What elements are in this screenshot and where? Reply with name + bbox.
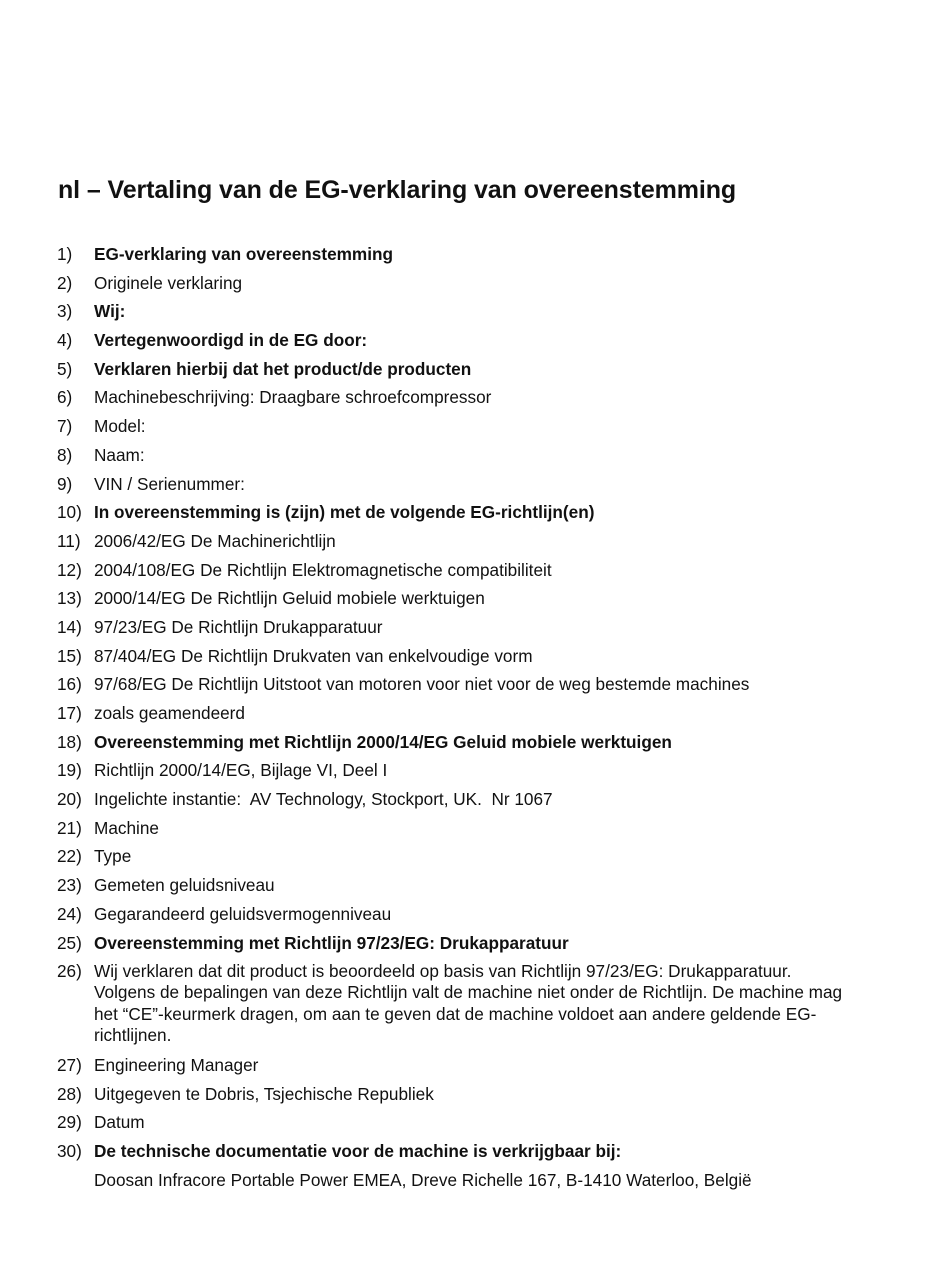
list-item bbox=[57, 703, 917, 723]
list-item bbox=[57, 1055, 917, 1075]
item-number: 21) bbox=[57, 817, 82, 838]
list-item bbox=[57, 474, 917, 494]
item-text: Uitgegeven te Dobris, Tsjechische Republiek bbox=[94, 1083, 434, 1104]
item-text: 97/68/EG De Richtlijn Uitstoot van motoren voor niet voor de weg bestemde machines bbox=[94, 674, 750, 695]
list-item bbox=[57, 846, 917, 866]
item-number: 19) bbox=[57, 760, 82, 781]
list-item bbox=[57, 244, 917, 264]
item-text: EG-verklaring van overeenstemming bbox=[94, 244, 393, 264]
list-item bbox=[57, 560, 917, 580]
item-text: Naam: bbox=[94, 444, 145, 465]
item-text: In overeenstemming is (zijn) met de volgende EG-richtlijn(en) bbox=[94, 502, 595, 523]
item-text: Richtlijn 2000/14/EG, Bijlage VI, Deel I bbox=[94, 760, 388, 781]
item-text: Overeenstemming met Richtlijn 97/23/EG: Drukapparatuur bbox=[94, 932, 569, 953]
list-item bbox=[57, 531, 917, 551]
list-item bbox=[57, 1141, 917, 1161]
item-number: 22) bbox=[57, 846, 82, 867]
item-text: De technische documentatie voor de machine is verkrijgbaar bij: bbox=[94, 1141, 622, 1162]
item-number: 28) bbox=[57, 1083, 82, 1104]
list-item bbox=[57, 273, 917, 293]
declaration-list bbox=[57, 244, 917, 1170]
item-number: 25) bbox=[57, 932, 82, 953]
item-number: 1) bbox=[57, 244, 73, 264]
item-number: 9) bbox=[57, 473, 73, 494]
item-text: Model: bbox=[94, 416, 146, 437]
list-item bbox=[57, 359, 917, 379]
item-number: 27) bbox=[57, 1055, 82, 1076]
item-number: 7) bbox=[57, 416, 73, 437]
list-item bbox=[57, 789, 917, 809]
item-number: 3) bbox=[57, 301, 73, 322]
item-text: 2004/108/EG De Richtlijn Elektromagnetische compatibiliteit bbox=[94, 559, 552, 580]
item-text: Wij: bbox=[94, 301, 126, 322]
item-number: 16) bbox=[57, 674, 82, 695]
list-item bbox=[57, 301, 917, 321]
list-item bbox=[57, 502, 917, 522]
item-number: 14) bbox=[57, 616, 82, 637]
item-number: 11) bbox=[57, 530, 81, 551]
item-number: 29) bbox=[57, 1112, 82, 1133]
list-item bbox=[57, 387, 917, 407]
item-text: Gegarandeerd geluidsvermogenniveau bbox=[94, 903, 392, 924]
item-number: 23) bbox=[57, 875, 82, 896]
list-item bbox=[57, 875, 917, 895]
item-text: Machine bbox=[94, 817, 159, 838]
item-text: 97/23/EG De Richtlijn Drukapparatuur bbox=[94, 616, 383, 637]
list-item bbox=[57, 646, 917, 666]
list-item bbox=[57, 1084, 917, 1104]
item-text: 2000/14/EG De Richtlijn Geluid mobiele werktuigen bbox=[94, 588, 485, 609]
list-item bbox=[57, 933, 917, 953]
item-number: 13) bbox=[57, 588, 82, 609]
item-text: Vertegenwoordigd in de EG door: bbox=[94, 330, 368, 351]
list-item bbox=[57, 732, 917, 752]
list-item bbox=[57, 416, 917, 436]
item-number: 15) bbox=[57, 645, 82, 666]
list-item bbox=[57, 330, 917, 350]
item-number: 18) bbox=[57, 731, 82, 752]
list-item bbox=[57, 818, 917, 838]
list-item bbox=[57, 617, 917, 637]
item-number: 10) bbox=[57, 502, 82, 523]
page-title: nl – Vertaling van de EG-verklaring van overeenstemming bbox=[58, 176, 737, 204]
item-text: zoals geamendeerd bbox=[94, 703, 245, 723]
list-item bbox=[57, 760, 917, 780]
item-text: VIN / Serienummer: bbox=[94, 473, 245, 494]
item-number: 6) bbox=[57, 387, 73, 408]
item-text: Wij verklaren dat dit product is beoordeeld op basis van Richtlijn 97/23/EG: Drukapparatuur. Volgens de bepalingen van deze Richtlijn valt de machine niet onder de Richtlijn. De machine mag het “CE”-keurmerk dragen, om aan te geven dat de machine voldoet aan andere geldende EG-richtlijnen. bbox=[94, 961, 843, 1046]
item-number: 17) bbox=[57, 703, 82, 723]
item-number: 30) bbox=[57, 1141, 82, 1162]
item-number: 8) bbox=[57, 444, 73, 465]
item-text: Verklaren hierbij dat het product/de producten bbox=[94, 358, 472, 379]
item-number: 24) bbox=[57, 903, 82, 924]
list-item bbox=[57, 445, 917, 465]
item-number: 26) bbox=[57, 961, 82, 982]
item-text: Machinebeschrijving: Draagbare schroefcompressor bbox=[94, 387, 492, 408]
item-text: Type bbox=[94, 846, 132, 867]
item-number: 4) bbox=[57, 330, 73, 351]
item-number: 12) bbox=[57, 559, 82, 580]
item-number: 20) bbox=[57, 789, 82, 810]
list-item bbox=[57, 1112, 917, 1132]
item-text: 2006/42/EG De Machinerichtlijn bbox=[94, 530, 336, 551]
item-number: 2) bbox=[57, 272, 73, 293]
item-text: Datum bbox=[94, 1112, 145, 1133]
list-item bbox=[57, 674, 917, 694]
documentation-address: Doosan Infracore Portable Power EMEA, Dreve Richelle 167, B-1410 Waterloo, België bbox=[94, 1170, 752, 1190]
item-number: 5) bbox=[57, 358, 73, 379]
item-text: 87/404/EG De Richtlijn Drukvaten van enkelvoudige vorm bbox=[94, 645, 533, 666]
item-text: Ingelichte instantie: AV Technology, Stockport, UK. Nr 1067 bbox=[94, 789, 553, 810]
list-item bbox=[57, 588, 917, 608]
list-item bbox=[57, 961, 917, 1046]
item-text: Engineering Manager bbox=[94, 1055, 259, 1076]
item-text: Gemeten geluidsniveau bbox=[94, 875, 275, 896]
item-text: Overeenstemming met Richtlijn 2000/14/EG Geluid mobiele werktuigen bbox=[94, 731, 672, 752]
item-text: Originele verklaring bbox=[94, 272, 243, 293]
list-item bbox=[57, 904, 917, 924]
